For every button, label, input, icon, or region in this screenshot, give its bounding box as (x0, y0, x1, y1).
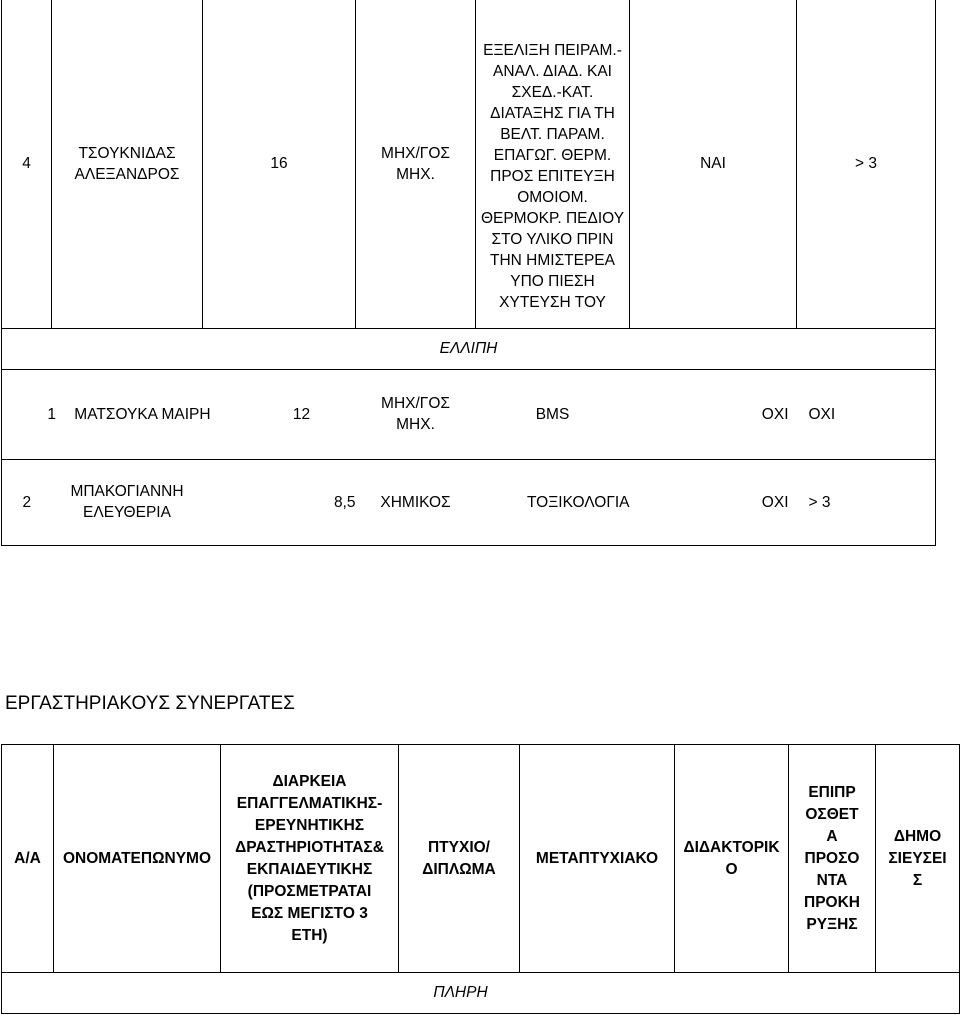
thesis-line: ΑΝΑΛ. ΔΙΑΔ. ΚΑΙ (493, 63, 612, 81)
header-line: Ο (725, 860, 738, 878)
header-line: ΣΙΕΥΣΕΙ (888, 849, 947, 867)
header-line: ΕΚΠΑΙΔΕΥΤΙΚΗΣ (246, 860, 373, 878)
header-line: ΔΗΜΟ (893, 827, 942, 845)
header-aa: Α/Α (2, 745, 54, 973)
thesis-line: ΤΗΝ ΗΜΙΣΤΕΡΕΑ (490, 252, 615, 270)
row-degree (356, 369, 476, 459)
name-line: ΜΠΑΚΟΓΙΑΝΝΗ (70, 483, 184, 500)
thesis-line: ΕΞΕΛΙΞΗ ΠΕΙΡΑΜ.- (483, 42, 622, 60)
header-line: ΠΡΟΣΟ (804, 849, 860, 867)
table-row (2, 0, 936, 328)
lab-collaborators-heading: ΕΡΓΑΣΤΗΡΙΑΚΟΥΣ ΣΥΝΕΡΓΑΤΕΣ (5, 693, 295, 714)
header-line: ΟΣΘΕΤ (805, 805, 859, 823)
thesis-line: ΧΥΤΕΥΣΗ ΤΟΥ (499, 294, 606, 312)
name-line: ΤΣΟΥΚΝΙΔΑΣ (78, 144, 176, 162)
name-line: ΕΛΕΥΘΕΡΙΑ (83, 504, 171, 521)
thesis-line: ΣΤΟ ΥΛΙΚΟ ΠΡΙΝ (491, 231, 614, 249)
row-id-name-score (2, 369, 356, 459)
degree-line: ΜΗΧ/ΓΟΣ (381, 395, 450, 412)
header-degree (399, 745, 520, 973)
row-degree: ΧΗΜΙΚΟΣ (356, 459, 476, 545)
table-row (2, 459, 936, 545)
row-id: 4 (2, 0, 52, 328)
header-row (2, 745, 960, 973)
row-master: BMS (476, 369, 630, 459)
header-line: (ΠΡΟΣΜΕΤΡΑΤΑΙ (247, 882, 372, 900)
row-name (52, 459, 203, 545)
header-line: ΠΡΟΚΗ (804, 893, 860, 911)
row-experience: > 3 (797, 0, 936, 328)
row-score: 12 (292, 405, 311, 423)
header-line: ΔΙΑΡΚΕΙΑ (272, 772, 347, 790)
header-master: ΜΕΤΑΠΤΥΧΙΑΚΟ (520, 745, 675, 973)
thesis-line: ΒΕΛΤ. ΠΑΡΑΜ. (500, 126, 605, 144)
thesis-line: ΣΧΕΔ.-ΚΑΤ. (511, 84, 594, 102)
header-name: ΟΝΟΜΑΤΕΠΩΝΥΜΟ (54, 745, 221, 973)
name-line: ΑΛΕΞΑΝΔΡΟΣ (74, 165, 180, 183)
thesis-line: ΟΜΟΙΟΜ. (517, 189, 588, 207)
row-id: 2 (2, 459, 52, 545)
row-name: ΜΑΤΣΟΥΚΑ ΜΑΙΡΗ (74, 405, 211, 423)
degree-line: ΜΗΧ. (396, 165, 435, 183)
header-line: ΕΠΑΓΓΕΛΜΑΤΙΚΗΣ- (236, 794, 383, 812)
header-duration (221, 745, 399, 973)
header-line: ΔΡΑΣΤΗΡΙΟΤΗΤΑΣ& (235, 838, 384, 856)
thesis-line: ΥΠΟ ΠΙΕΣΗ (510, 273, 595, 291)
row-phd: ΟΧΙ (630, 459, 797, 545)
header-line: ΕΩΣ ΜΕΓΙΣΤΟ 3 (251, 904, 368, 922)
header-line: Σ (912, 871, 923, 889)
header-line: ΕΡΕΥΝΗΤΙΚΗΣ (254, 816, 365, 834)
row-name (52, 0, 203, 328)
thesis-line: ΘΕΡΜΟΚΡ. ΠΕΔΙΟΥ (480, 210, 625, 228)
row-score: 16 (203, 0, 356, 328)
header-line: ΔΙΔΑΚΤΟΡΙΚ (683, 838, 780, 856)
section-title-elliphi: ΕΛΛΙΠΗ (2, 328, 936, 369)
row-phd: ΝΑΙ (630, 0, 797, 328)
header-line: ΝΤΑ (816, 871, 848, 889)
row-degree (356, 0, 476, 328)
row-experience: > 3 (797, 459, 936, 545)
row-master: ΤΟΞΙΚΟΛΟΓΙΑ (476, 459, 630, 545)
header-line: ΡΥΞΗΣ (806, 915, 858, 933)
section-title-plhrh: ΠΛΗΡΗ (2, 973, 960, 1014)
row-thesis (476, 0, 630, 328)
header-line: Α (826, 827, 838, 845)
top-candidates-table (1, 0, 936, 546)
row-phd: ΟΧΙ (630, 369, 797, 459)
degree-line: ΜΗΧ/ΓΟΣ (381, 144, 450, 162)
table-row (2, 369, 936, 459)
lab-collaborators-table (1, 744, 960, 1014)
degree-line: ΜΗΧ. (396, 416, 435, 433)
row-score: 8,5 (203, 459, 356, 545)
row-experience: ΟΧΙ (797, 369, 936, 459)
thesis-line: ΠΡΟΣ ΕΠΙΤΕΥΞΗ (490, 168, 615, 186)
header-line: ΠΤΥΧΙΟ/ (427, 838, 490, 856)
header-line: ΔΙΠΛΩΜΑ (422, 860, 496, 878)
section-row (2, 328, 936, 369)
header-phd (675, 745, 789, 973)
header-line: ΕΠΙΠΡ (808, 783, 856, 801)
header-line: ΕΤΗ) (291, 926, 328, 944)
header-publications (876, 745, 960, 973)
thesis-line: ΕΠΑΓΩΓ. ΘΕΡΜ. (493, 147, 612, 165)
thesis-line: ΔΙΑΤΑΞΗΣ ΓΙΑ ΤΗ (490, 105, 615, 123)
row-id: 1 (47, 405, 56, 423)
section-row (2, 973, 960, 1014)
header-extra-requirements (789, 745, 876, 973)
